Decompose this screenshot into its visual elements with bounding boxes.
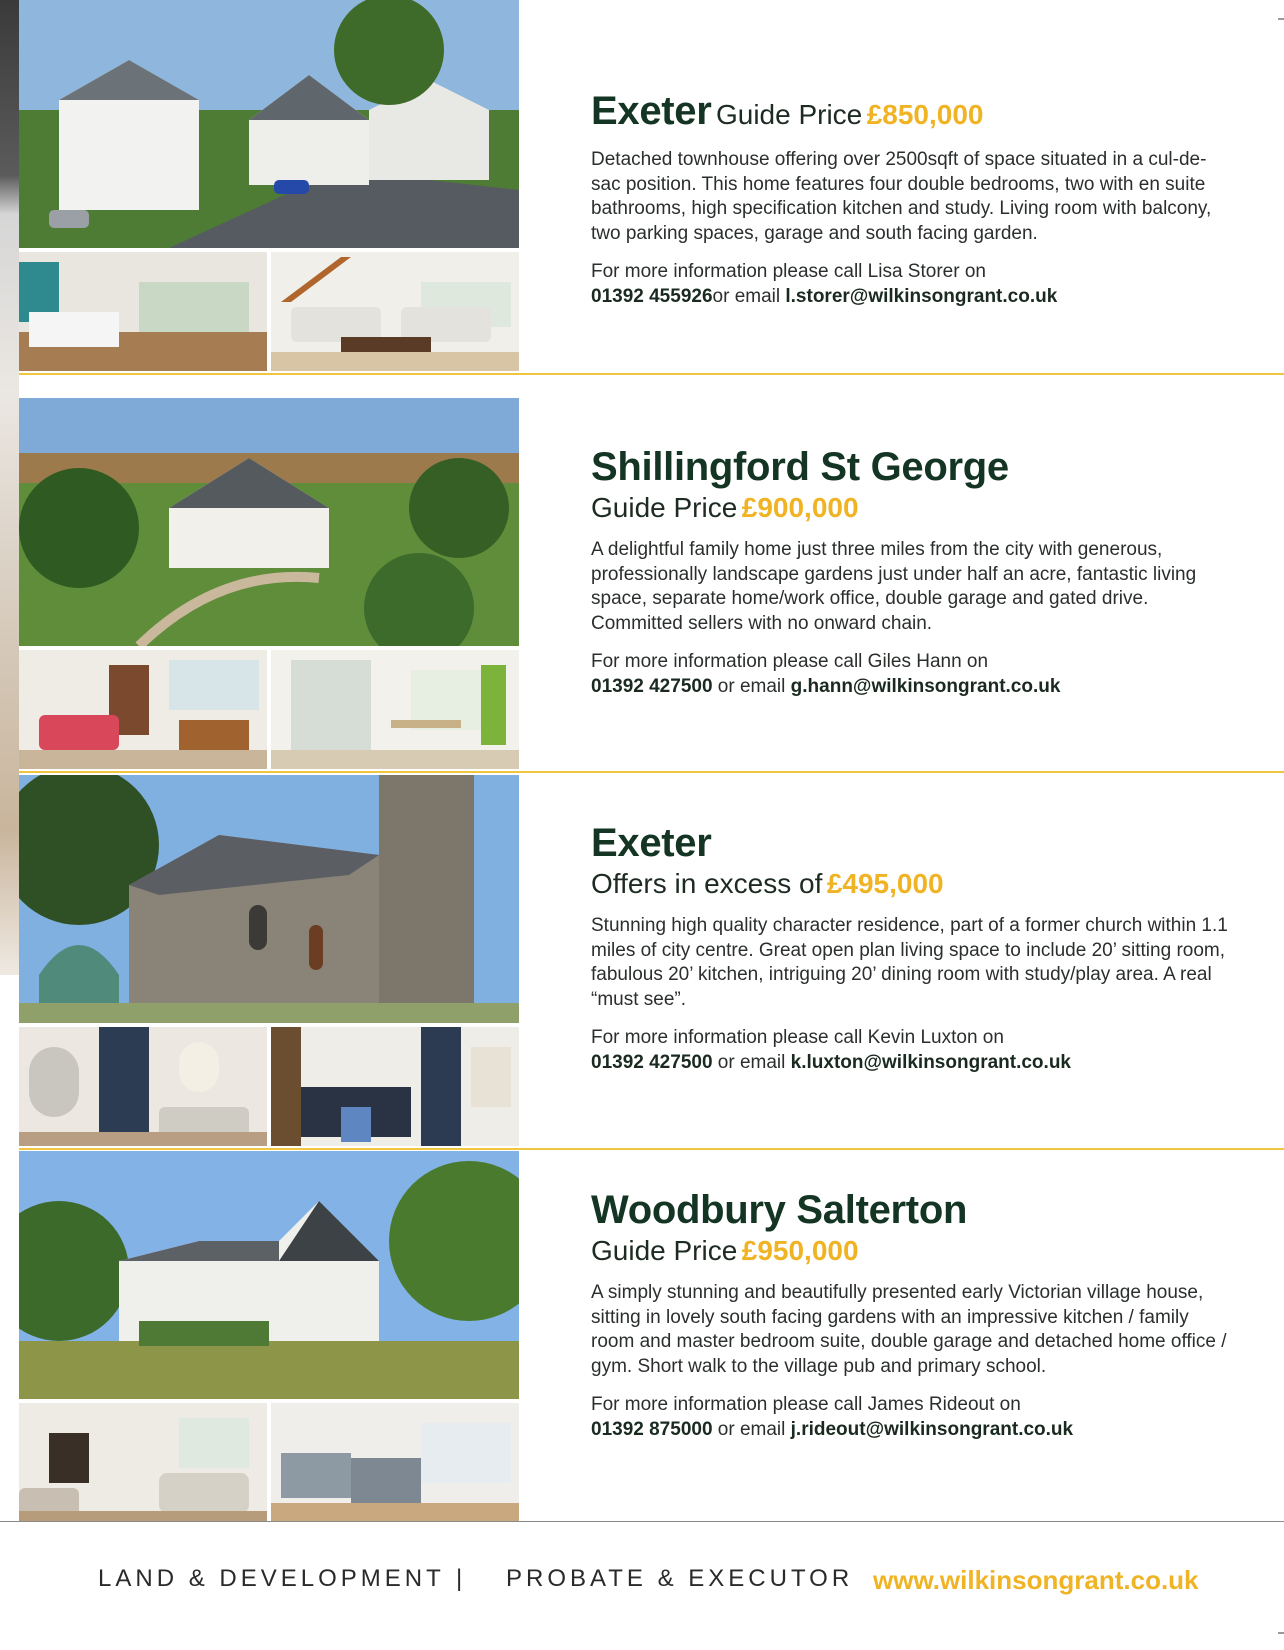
crop-mark <box>1278 18 1284 20</box>
interior-photo-kitchen[interactable] <box>271 1403 519 1522</box>
town-name: Shillingford St George <box>591 445 1009 489</box>
listing-exeter-townhouse <box>0 0 1284 375</box>
listing-text <box>591 88 1231 309</box>
listing-heading <box>591 88 1231 134</box>
price-label: Guide Price <box>715 99 863 130</box>
interior-photo-kitchen[interactable] <box>271 650 519 769</box>
contact-intro: For more information please call Lisa Storer on <box>591 261 986 282</box>
website-link[interactable]: www.wilkinsongrant.co.uk <box>873 1565 1199 1595</box>
listing-heading <box>591 1187 1231 1233</box>
contact-info <box>591 650 1231 699</box>
listing-description: A delightful family home just three miles from the city with generous, professionally landscape gardens just under half an acre, fantastic living space, separate home/work office, double garage and gated drive. Committed sellers with no onward chain. <box>591 539 1197 634</box>
section-divider <box>19 1148 1284 1150</box>
price-label: Offers in excess of <box>591 868 823 899</box>
section-divider <box>19 373 1284 375</box>
price-line <box>591 492 1231 524</box>
interior-photo-sitting-room[interactable] <box>19 1403 267 1522</box>
contact-intro: For more information please call Giles Hann on <box>591 651 989 673</box>
town-name: Exeter <box>591 821 712 865</box>
footer-probate-executor: PROBATE & EXECUTOR <box>506 1565 854 1592</box>
footer-land-development: LAND & DEVELOPMENT <box>98 1565 445 1592</box>
photo-group <box>19 398 519 769</box>
listing-description: Stunning high quality character residence, part of a former church within 1.1 miles of city centre. Great open plan living space to include 20’ sitting room, fabulous 20’ kitchen, intriguing 20’ dining room with study/play area. A real “must see”. <box>591 915 1228 1010</box>
phone-number[interactable]: 01392 427500 <box>591 675 713 697</box>
photo-group <box>19 0 519 371</box>
main-property-photo[interactable] <box>19 775 519 1023</box>
main-property-photo[interactable] <box>19 398 519 646</box>
price-line <box>591 1235 1231 1267</box>
footer-rule <box>0 1521 1284 1522</box>
interior-photo-kitchen[interactable] <box>271 1027 519 1146</box>
footer-divider: | <box>456 1565 467 1592</box>
listing-shillingford <box>0 398 1284 773</box>
interior-photo-kitchen[interactable] <box>19 252 267 371</box>
main-property-photo[interactable] <box>19 0 519 248</box>
price-value: £850,000 <box>866 99 984 130</box>
listing-text <box>591 1187 1231 1442</box>
email-link[interactable]: j.rideout@wilkinsongrant.co.uk <box>790 1418 1074 1440</box>
town-name: Exeter <box>591 89 712 133</box>
price-value: £495,000 <box>826 868 944 899</box>
interior-photo-living-room[interactable] <box>19 650 267 769</box>
or-email-text: or email <box>712 285 781 307</box>
contact-info <box>591 1026 1231 1075</box>
or-email-text: or email <box>717 1418 786 1440</box>
town-name: Woodbury Salterton <box>591 1188 968 1232</box>
listing-woodbury-salterton <box>0 1151 1284 1522</box>
page-footer <box>0 1523 1284 1650</box>
interior-photo-living-room[interactable] <box>271 252 519 371</box>
listing-heading <box>591 820 1231 866</box>
price-value: £950,000 <box>741 1235 859 1266</box>
photo-group <box>19 775 519 1146</box>
price-label: Guide Price <box>591 492 738 523</box>
phone-number[interactable]: 01392 427500 <box>591 1051 713 1073</box>
interior-photo-sitting-room[interactable] <box>19 1027 267 1146</box>
photo-group <box>19 1151 519 1522</box>
contact-info <box>591 260 1231 309</box>
or-email-text: or email <box>717 1051 786 1073</box>
section-divider <box>19 771 1284 773</box>
contact-info <box>591 1393 1231 1442</box>
listing-text <box>591 444 1231 699</box>
phone-number[interactable]: 01392 875000 <box>591 1418 713 1440</box>
email-link[interactable]: k.luxton@wilkinsongrant.co.uk <box>790 1051 1071 1073</box>
price-line <box>591 868 1231 900</box>
main-property-photo[interactable] <box>19 1151 519 1399</box>
or-email-text: or email <box>717 675 786 697</box>
listing-text <box>591 820 1231 1075</box>
price-value: £900,000 <box>741 492 859 523</box>
listing-exeter-church <box>0 775 1284 1150</box>
listing-description: Detached townhouse offering over 2500sqft of space situated in a cul-de-sac position. This home features four double bedrooms, two with en suite bathrooms, high specification kitchen and study. Living room with balcony, two parking spaces, garage and south facing garden. <box>591 149 1212 244</box>
listing-description: A simply stunning and beautifully presented early Victorian village house, sitting in lovely south facing gardens with an impressive kitchen / family room and master bedroom suite, double garage and detached home office / gym. Short walk to the village pub and primary school. <box>591 1282 1227 1377</box>
phone-number[interactable]: 01392 455926 <box>591 285 713 307</box>
contact-intro: For more information please call Kevin Luxton on <box>591 1027 1004 1049</box>
listing-heading <box>591 444 1231 490</box>
contact-intro: For more information please call James Rideout on <box>591 1394 1021 1416</box>
crop-mark <box>1278 1632 1284 1634</box>
price-label: Guide Price <box>591 1235 738 1266</box>
email-link[interactable]: g.hann@wilkinsongrant.co.uk <box>790 675 1061 697</box>
email-link[interactable]: l.storer@wilkinsongrant.co.uk <box>785 285 1058 307</box>
